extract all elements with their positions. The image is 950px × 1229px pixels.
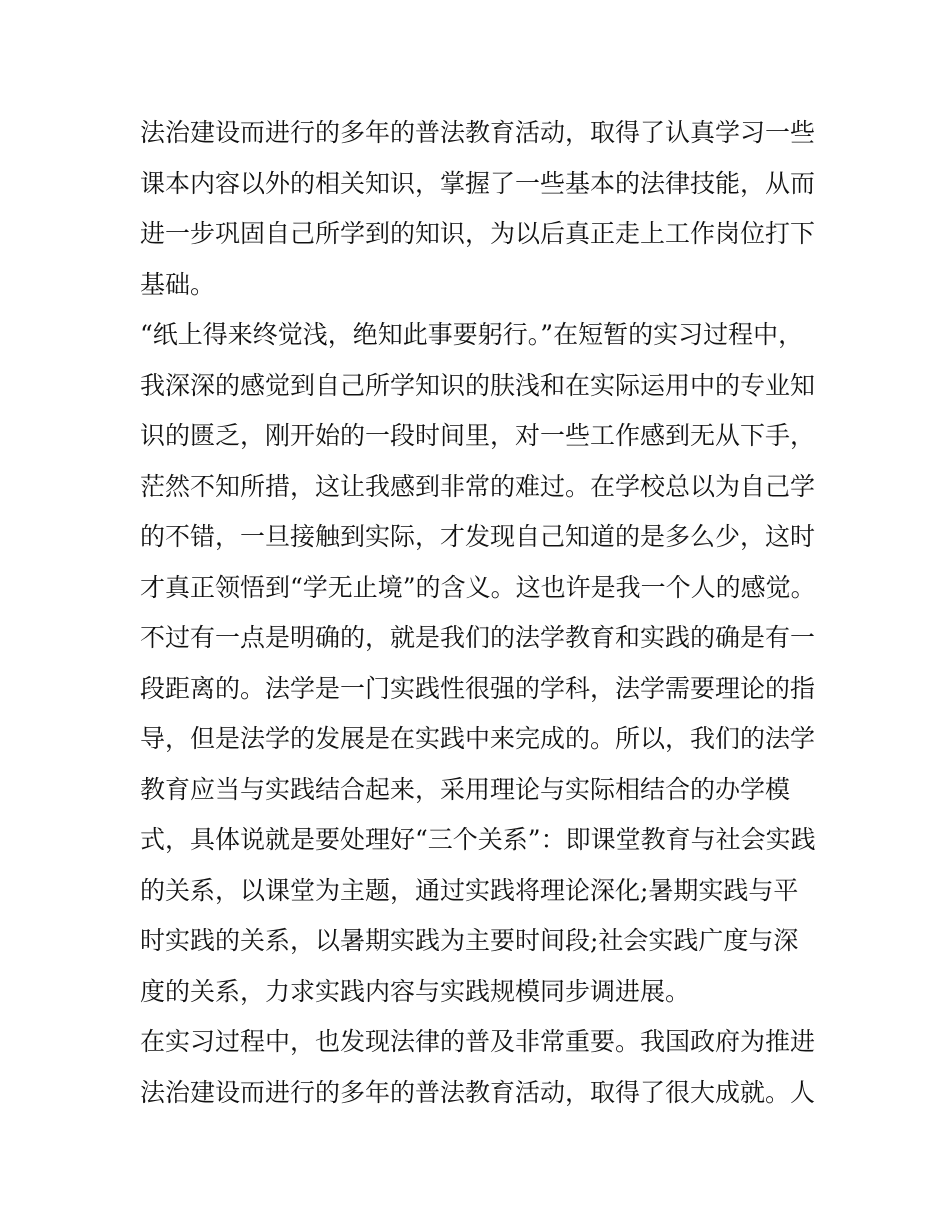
text-line: 时实践的关系，以暑期实践为主要时间段;社会实践广度与深 [140,926,799,955]
text-line: 导，但是法学的发展是在实践中来完成的。所以，我们的法学 [140,724,816,753]
text-line: 段距离的。法学是一门实践性很强的学科，法学需要理论的指 [140,673,816,703]
text-line: 的不错，一旦接触到实际，才发现自己知道的是多么少，这时 [140,522,816,551]
text-line: 度的关系，力求实践内容与实践规模同步调进展。 [140,976,691,1006]
paragraph-2 [140,310,820,1017]
text-line: 教育应当与实践结合起来，采用理论与实际相结合的办学模 [140,774,791,804]
text-line: 课本内容以外的相关知识，掌握了一些基本的法律技能，从而 [140,168,816,198]
text-line: 进一步巩固自己所学到的知识，为以后真正走上工作岗位打下 [140,219,816,248]
text-line: 识的匮乏，刚开始的一段时间里，对一些工作感到无从下手， [140,421,816,450]
text-line: 法治建设而进行的多年的普法教育活动，取得了很大成就。人 [140,1077,816,1107]
text-line: 茫然不知所措，这让我感到非常的难过。在学校总以为自己学 [140,471,816,501]
text-line: 基础。 [140,269,216,299]
text-line: “纸上得来终觉浅，绝知此事要躬行。”在短暂的实习过程中， [140,320,804,349]
text-line: 的关系，以课堂为主题，通过实践将理论深化;暑期实践与平 [140,875,799,905]
paragraph-3 [140,1017,820,1118]
text-line: 不过有一点是明确的，就是我们的法学教育和实践的确是有一 [140,623,816,652]
text-line: 我深深的感觉到自己所学知识的肤浅和在实际运用中的专业知 [140,370,816,400]
text-line: 才真正领悟到“学无止境”的含义。这也许是我一个人的感觉。 [140,572,816,602]
text-line: 法治建设而进行的多年的普法教育活动，取得了认真学习一些 [140,118,816,147]
document-body [140,108,820,1118]
text-line: 式，具体说就是要处理好“三个关系”：即课堂教育与社会实践 [140,825,816,854]
text-line: 在实习过程中，也发现法律的普及非常重要。我国政府为推进 [140,1027,816,1056]
paragraph-1 [140,108,820,310]
